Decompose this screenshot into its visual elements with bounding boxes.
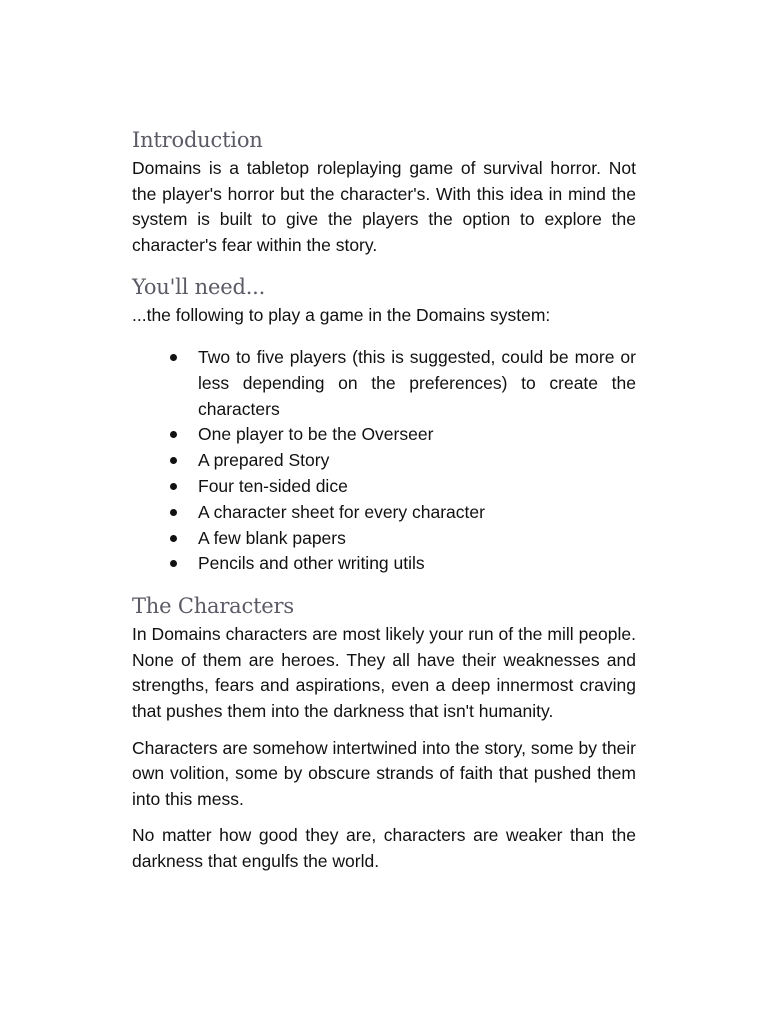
requirements-list <box>132 345 636 577</box>
bullet-icon <box>170 457 177 464</box>
section-youll-need <box>132 271 636 577</box>
list-item-text: A prepared Story <box>198 450 330 471</box>
youll-need-lead: ...the following to play a game in the Domains system: <box>132 305 551 326</box>
list-item-text: A character sheet for every character <box>198 501 485 522</box>
list-item-text: Four ten-sided dice <box>198 475 348 496</box>
list-item <box>132 448 636 474</box>
characters-paragraph-1: In Domains characters are most likely your run of the mill people. None of them are heroes. They all have their weaknesses and strengths, fears and aspirations, even a deep innermost craving that pushes them into the darkness that isn't humanity. <box>132 624 636 721</box>
bullet-icon <box>170 431 177 438</box>
bullet-icon <box>170 483 177 490</box>
characters-paragraph-2: Characters are somehow intertwined into the story, some by their own volition, some by obscure strands of faith that pushed them into this mess. <box>132 737 636 809</box>
list-item <box>132 345 636 422</box>
bullet-icon <box>170 535 177 542</box>
list-item-text: Pencils and other writing utils <box>198 553 425 574</box>
list-item <box>132 474 636 500</box>
bullet-icon <box>170 560 177 567</box>
list-item <box>132 526 636 552</box>
list-item-text: One player to be the Overseer <box>198 424 434 445</box>
bullet-icon <box>170 354 177 361</box>
section-introduction <box>132 124 636 258</box>
heading-introduction: Introduction <box>132 128 263 152</box>
list-item <box>132 500 636 526</box>
heading-youll-need: You'll need... <box>132 275 266 300</box>
characters-paragraph-3: No matter how good they are, characters are weaker than the darkness that engulfs the world. <box>132 825 636 871</box>
heading-characters: The Characters <box>132 594 294 619</box>
list-item-text: A few blank papers <box>198 527 346 548</box>
document-page <box>132 124 636 874</box>
list-item <box>132 422 636 448</box>
section-characters <box>132 590 636 874</box>
list-item-text: Two to five players (this is suggested, could be more or less depending on the preferences) to create the characters <box>198 346 636 419</box>
bullet-icon <box>170 509 177 516</box>
intro-paragraph: Domains is a tabletop roleplaying game of survival horror. Not the player's horror but the character's. With this idea in mind the system is built to give the players the option to explore the character's fear within the story. <box>132 158 636 255</box>
list-item <box>132 551 636 577</box>
